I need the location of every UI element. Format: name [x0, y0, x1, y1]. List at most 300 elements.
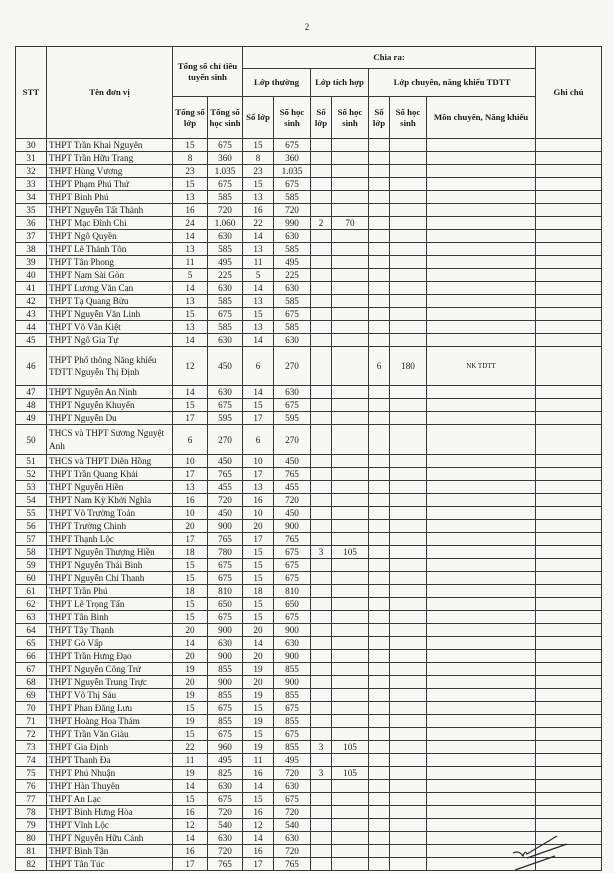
cell-total-students: 630	[208, 637, 243, 650]
cell-notes	[536, 425, 602, 455]
cell-stt: 40	[16, 269, 47, 282]
cell-total-classes: 15	[173, 139, 208, 152]
cell-integrated-classes	[311, 845, 332, 858]
cell-unit-name: THPT Nguyễn Du	[47, 412, 173, 425]
cell-integrated-classes	[311, 425, 332, 455]
cell-integrated-classes	[311, 832, 332, 845]
table-row	[16, 624, 602, 637]
table-row	[16, 611, 602, 624]
cell-regular-classes: 13	[243, 295, 274, 308]
cell-total-classes: 14	[173, 637, 208, 650]
cell-subject	[427, 295, 536, 308]
cell-specialized-students	[390, 386, 427, 399]
cell-integrated-classes	[311, 754, 332, 767]
cell-integrated-students: 105	[332, 546, 369, 559]
cell-integrated-students	[332, 819, 369, 832]
cell-integrated-classes	[311, 637, 332, 650]
cell-total-classes: 15	[173, 702, 208, 715]
cell-total-classes: 11	[173, 754, 208, 767]
cell-notes	[536, 191, 602, 204]
cell-unit-name: THPT Phan Đăng Lưu	[47, 702, 173, 715]
cell-regular-students: 495	[274, 256, 311, 269]
cell-specialized-students	[390, 819, 427, 832]
cell-stt: 81	[16, 845, 47, 858]
table-row	[16, 165, 602, 178]
cell-unit-name: THPT Ngô Gia Tự	[47, 334, 173, 347]
cell-regular-students: 675	[274, 559, 311, 572]
cell-total-students: 585	[208, 243, 243, 256]
cell-specialized-students	[390, 321, 427, 334]
cell-specialized-classes	[369, 793, 390, 806]
cell-integrated-students	[332, 689, 369, 702]
cell-subject	[427, 559, 536, 572]
cell-regular-students: 855	[274, 689, 311, 702]
cell-integrated-students: 105	[332, 741, 369, 754]
cell-total-students: 360	[208, 152, 243, 165]
cell-stt: 45	[16, 334, 47, 347]
cell-total-students: 450	[208, 455, 243, 468]
cell-regular-classes: 20	[243, 624, 274, 637]
cell-unit-name: THPT Hàn Thuyên	[47, 780, 173, 793]
cell-integrated-students	[332, 347, 369, 386]
cell-unit-name: THPT Trần Quang Khải	[47, 468, 173, 481]
cell-total-students: 900	[208, 676, 243, 689]
cell-regular-students: 630	[274, 780, 311, 793]
cell-stt: 39	[16, 256, 47, 269]
cell-notes	[536, 243, 602, 256]
cell-regular-classes: 20	[243, 650, 274, 663]
cell-total-classes: 16	[173, 494, 208, 507]
cell-unit-name: THPT Nguyễn Tất Thành	[47, 204, 173, 217]
cell-regular-students: 1.035	[274, 165, 311, 178]
cell-specialized-students	[390, 793, 427, 806]
cell-total-students: 455	[208, 481, 243, 494]
cell-regular-students: 630	[274, 282, 311, 295]
cell-unit-name: THPT Trần Hưng Đạo	[47, 650, 173, 663]
cell-integrated-students	[332, 178, 369, 191]
cell-specialized-classes	[369, 559, 390, 572]
cell-total-classes: 17	[173, 533, 208, 546]
cell-integrated-classes	[311, 676, 332, 689]
cell-notes	[536, 793, 602, 806]
cell-regular-classes: 5	[243, 269, 274, 282]
cell-subject	[427, 256, 536, 269]
cell-stt: 47	[16, 386, 47, 399]
cell-notes	[536, 295, 602, 308]
cell-integrated-classes	[311, 243, 332, 256]
cell-specialized-classes	[369, 533, 390, 546]
cell-integrated-classes	[311, 598, 332, 611]
cell-regular-students: 810	[274, 585, 311, 598]
cell-specialized-students	[390, 572, 427, 585]
table-row	[16, 715, 602, 728]
cell-integrated-students	[332, 598, 369, 611]
header-integrated-num-classes: Số lớp	[311, 97, 332, 139]
cell-stt: 66	[16, 650, 47, 663]
cell-regular-classes: 16	[243, 767, 274, 780]
cell-integrated-students	[332, 793, 369, 806]
cell-stt: 51	[16, 455, 47, 468]
cell-integrated-students	[332, 728, 369, 741]
cell-integrated-students	[332, 399, 369, 412]
table-row	[16, 139, 602, 152]
cell-specialized-classes	[369, 689, 390, 702]
cell-notes	[536, 663, 602, 676]
cell-specialized-students: 180	[390, 347, 427, 386]
cell-specialized-classes	[369, 663, 390, 676]
cell-notes	[536, 308, 602, 321]
cell-specialized-students	[390, 230, 427, 243]
cell-regular-students: 765	[274, 468, 311, 481]
cell-total-classes: 23	[173, 165, 208, 178]
table-row	[16, 689, 602, 702]
cell-regular-students: 900	[274, 676, 311, 689]
header-breakdown: Chia ra:	[243, 47, 536, 69]
cell-specialized-students	[390, 494, 427, 507]
cell-total-classes: 24	[173, 217, 208, 230]
cell-total-classes: 16	[173, 806, 208, 819]
cell-specialized-students	[390, 559, 427, 572]
cell-total-students: 855	[208, 689, 243, 702]
cell-specialized-students	[390, 728, 427, 741]
cell-notes	[536, 481, 602, 494]
cell-total-students: 900	[208, 520, 243, 533]
cell-unit-name: THPT Võ Trường Toản	[47, 507, 173, 520]
cell-integrated-students	[332, 845, 369, 858]
cell-total-classes: 15	[173, 308, 208, 321]
cell-specialized-classes	[369, 611, 390, 624]
cell-integrated-classes: 3	[311, 741, 332, 754]
header-integrated-num-students: Số học sinh	[332, 97, 369, 139]
cell-integrated-students	[332, 780, 369, 793]
cell-stt: 43	[16, 308, 47, 321]
cell-unit-name: THCS và THPT Sương Nguyệt Anh	[47, 425, 173, 455]
cell-specialized-classes	[369, 217, 390, 230]
cell-specialized-classes	[369, 468, 390, 481]
cell-total-classes: 15	[173, 598, 208, 611]
table-row	[16, 650, 602, 663]
cell-integrated-classes	[311, 715, 332, 728]
page-number: 2	[304, 22, 310, 32]
cell-integrated-students	[332, 308, 369, 321]
cell-specialized-students	[390, 412, 427, 425]
cell-notes	[536, 533, 602, 546]
cell-specialized-classes	[369, 507, 390, 520]
cell-unit-name: THPT Bình Phú	[47, 191, 173, 204]
cell-stt: 53	[16, 481, 47, 494]
cell-regular-students: 225	[274, 269, 311, 282]
cell-specialized-students	[390, 520, 427, 533]
cell-total-classes: 11	[173, 256, 208, 269]
cell-subject: NK TDTT	[427, 347, 536, 386]
cell-total-classes: 13	[173, 321, 208, 334]
cell-total-classes: 14	[173, 230, 208, 243]
cell-integrated-classes	[311, 308, 332, 321]
cell-subject	[427, 178, 536, 191]
header-specialized-num-classes: Số lớp	[369, 97, 390, 139]
cell-specialized-students	[390, 165, 427, 178]
cell-specialized-classes	[369, 455, 390, 468]
cell-regular-students: 900	[274, 650, 311, 663]
cell-total-students: 585	[208, 321, 243, 334]
cell-integrated-classes	[311, 152, 332, 165]
cell-stt: 56	[16, 520, 47, 533]
cell-regular-classes: 14	[243, 334, 274, 347]
table-row	[16, 217, 602, 230]
cell-unit-name: THPT Trần Phú	[47, 585, 173, 598]
cell-stt: 34	[16, 191, 47, 204]
cell-subject	[427, 689, 536, 702]
cell-total-students: 540	[208, 819, 243, 832]
cell-subject	[427, 507, 536, 520]
cell-stt: 69	[16, 689, 47, 702]
cell-specialized-students	[390, 399, 427, 412]
cell-regular-classes: 15	[243, 572, 274, 585]
cell-notes	[536, 598, 602, 611]
cell-total-students: 780	[208, 546, 243, 559]
cell-notes	[536, 676, 602, 689]
cell-integrated-students	[332, 295, 369, 308]
cell-integrated-students	[332, 204, 369, 217]
cell-regular-students: 450	[274, 455, 311, 468]
table-row	[16, 494, 602, 507]
cell-specialized-classes	[369, 806, 390, 819]
cell-notes	[536, 741, 602, 754]
cell-integrated-classes	[311, 806, 332, 819]
cell-integrated-students	[332, 256, 369, 269]
cell-total-students: 630	[208, 832, 243, 845]
cell-notes	[536, 585, 602, 598]
cell-regular-classes: 15	[243, 178, 274, 191]
cell-regular-classes: 17	[243, 468, 274, 481]
cell-regular-students: 675	[274, 572, 311, 585]
header-total-students: Tổng số học sinh	[208, 97, 243, 139]
cell-subject	[427, 741, 536, 754]
cell-integrated-students	[332, 533, 369, 546]
cell-regular-students: 675	[274, 308, 311, 321]
cell-unit-name: THPT Trường Chinh	[47, 520, 173, 533]
header-regular-class: Lớp thường	[243, 69, 311, 97]
cell-total-students: 675	[208, 572, 243, 585]
cell-specialized-classes	[369, 780, 390, 793]
cell-stt: 58	[16, 546, 47, 559]
cell-regular-classes: 14	[243, 832, 274, 845]
cell-notes	[536, 269, 602, 282]
cell-subject	[427, 676, 536, 689]
table-row	[16, 321, 602, 334]
cell-total-classes: 16	[173, 204, 208, 217]
cell-specialized-students	[390, 507, 427, 520]
cell-total-classes: 13	[173, 295, 208, 308]
cell-integrated-classes	[311, 663, 332, 676]
cell-regular-students: 630	[274, 832, 311, 845]
cell-integrated-students: 105	[332, 767, 369, 780]
cell-unit-name: THPT Trần Hữu Trang	[47, 152, 173, 165]
cell-total-classes: 14	[173, 386, 208, 399]
cell-unit-name: THCS và THPT Diên Hồng	[47, 455, 173, 468]
cell-total-students: 810	[208, 585, 243, 598]
cell-specialized-classes	[369, 321, 390, 334]
cell-total-students: 720	[208, 845, 243, 858]
cell-integrated-students	[332, 520, 369, 533]
cell-total-students: 720	[208, 494, 243, 507]
cell-subject	[427, 243, 536, 256]
cell-regular-students: 270	[274, 425, 311, 455]
header-stt: STT	[16, 47, 47, 139]
cell-specialized-classes	[369, 832, 390, 845]
cell-total-classes: 12	[173, 347, 208, 386]
cell-total-classes: 18	[173, 546, 208, 559]
table-row	[16, 702, 602, 715]
cell-integrated-students	[332, 282, 369, 295]
cell-specialized-students	[390, 481, 427, 494]
cell-integrated-classes	[311, 282, 332, 295]
cell-unit-name: THPT Tân Phong	[47, 256, 173, 269]
cell-subject	[427, 702, 536, 715]
cell-integrated-classes	[311, 572, 332, 585]
cell-specialized-students	[390, 754, 427, 767]
cell-notes	[536, 624, 602, 637]
cell-specialized-classes	[369, 165, 390, 178]
cell-integrated-students	[332, 139, 369, 152]
cell-stt: 38	[16, 243, 47, 256]
cell-integrated-students	[332, 650, 369, 663]
cell-notes	[536, 152, 602, 165]
cell-subject	[427, 754, 536, 767]
cell-notes	[536, 650, 602, 663]
cell-regular-classes: 19	[243, 663, 274, 676]
cell-unit-name: THPT Võ Văn Kiệt	[47, 321, 173, 334]
cell-integrated-classes	[311, 702, 332, 715]
cell-notes	[536, 637, 602, 650]
cell-unit-name: THPT Nguyễn Công Trứ	[47, 663, 173, 676]
cell-regular-students: 675	[274, 702, 311, 715]
cell-stt: 78	[16, 806, 47, 819]
cell-regular-students: 540	[274, 819, 311, 832]
cell-specialized-classes	[369, 178, 390, 191]
cell-subject	[427, 334, 536, 347]
cell-total-students: 1.060	[208, 217, 243, 230]
cell-specialized-students	[390, 689, 427, 702]
cell-stt: 59	[16, 559, 47, 572]
table-row	[16, 806, 602, 819]
cell-regular-classes: 15	[243, 793, 274, 806]
table-row	[16, 676, 602, 689]
cell-total-classes: 15	[173, 399, 208, 412]
cell-unit-name: THPT Nguyễn Hữu Cảnh	[47, 832, 173, 845]
cell-total-students: 675	[208, 178, 243, 191]
cell-specialized-classes	[369, 481, 390, 494]
cell-specialized-students	[390, 468, 427, 481]
cell-regular-students: 855	[274, 715, 311, 728]
cell-integrated-classes	[311, 178, 332, 191]
header-unit-name: Tên đơn vị	[47, 47, 173, 139]
header-notes: Ghi chú	[536, 47, 602, 139]
cell-integrated-students	[332, 191, 369, 204]
cell-subject	[427, 624, 536, 637]
cell-regular-classes: 18	[243, 585, 274, 598]
cell-total-classes: 15	[173, 178, 208, 191]
header-subject: Môn chuyên, Năng khiếu	[427, 97, 536, 139]
cell-total-students: 585	[208, 191, 243, 204]
cell-integrated-classes	[311, 334, 332, 347]
cell-total-students: 595	[208, 412, 243, 425]
cell-total-students: 630	[208, 386, 243, 399]
cell-integrated-students	[332, 832, 369, 845]
cell-integrated-students	[332, 243, 369, 256]
cell-regular-classes: 12	[243, 819, 274, 832]
cell-notes	[536, 178, 602, 191]
cell-total-students: 495	[208, 256, 243, 269]
cell-unit-name: THPT Tân Bình	[47, 611, 173, 624]
cell-regular-students: 855	[274, 663, 311, 676]
cell-specialized-classes	[369, 598, 390, 611]
table-row	[16, 282, 602, 295]
table-row	[16, 793, 602, 806]
cell-stt: 30	[16, 139, 47, 152]
cell-regular-classes: 14	[243, 637, 274, 650]
cell-stt: 72	[16, 728, 47, 741]
cell-total-classes: 20	[173, 520, 208, 533]
cell-specialized-classes	[369, 754, 390, 767]
cell-regular-students: 720	[274, 806, 311, 819]
cell-stt: 31	[16, 152, 47, 165]
cell-total-classes: 14	[173, 780, 208, 793]
cell-regular-students: 990	[274, 217, 311, 230]
cell-notes	[536, 217, 602, 230]
cell-stt: 63	[16, 611, 47, 624]
cell-specialized-classes	[369, 650, 390, 663]
cell-subject	[427, 455, 536, 468]
cell-total-classes: 10	[173, 455, 208, 468]
cell-integrated-classes	[311, 165, 332, 178]
cell-stt: 82	[16, 858, 47, 871]
cell-specialized-classes	[369, 152, 390, 165]
cell-specialized-classes	[369, 520, 390, 533]
cell-subject	[427, 230, 536, 243]
enrollment-quota-table	[15, 46, 602, 871]
cell-regular-students: 595	[274, 412, 311, 425]
cell-specialized-classes	[369, 412, 390, 425]
cell-specialized-students	[390, 152, 427, 165]
cell-regular-classes: 16	[243, 494, 274, 507]
cell-subject	[427, 546, 536, 559]
cell-integrated-students	[332, 806, 369, 819]
cell-integrated-students	[332, 611, 369, 624]
cell-specialized-classes	[369, 295, 390, 308]
cell-specialized-classes	[369, 546, 390, 559]
cell-notes	[536, 767, 602, 780]
table-row	[16, 546, 602, 559]
cell-specialized-students	[390, 845, 427, 858]
cell-regular-classes: 20	[243, 676, 274, 689]
cell-total-students: 765	[208, 533, 243, 546]
cell-total-classes: 20	[173, 624, 208, 637]
table-row	[16, 308, 602, 321]
cell-regular-classes: 15	[243, 399, 274, 412]
cell-subject	[427, 793, 536, 806]
cell-total-students: 675	[208, 308, 243, 321]
cell-integrated-students	[332, 858, 369, 871]
cell-notes	[536, 412, 602, 425]
cell-specialized-students	[390, 546, 427, 559]
cell-regular-students: 585	[274, 243, 311, 256]
cell-specialized-students	[390, 139, 427, 152]
cell-stt: 77	[16, 793, 47, 806]
cell-stt: 65	[16, 637, 47, 650]
cell-regular-classes: 20	[243, 520, 274, 533]
cell-total-students: 270	[208, 425, 243, 455]
